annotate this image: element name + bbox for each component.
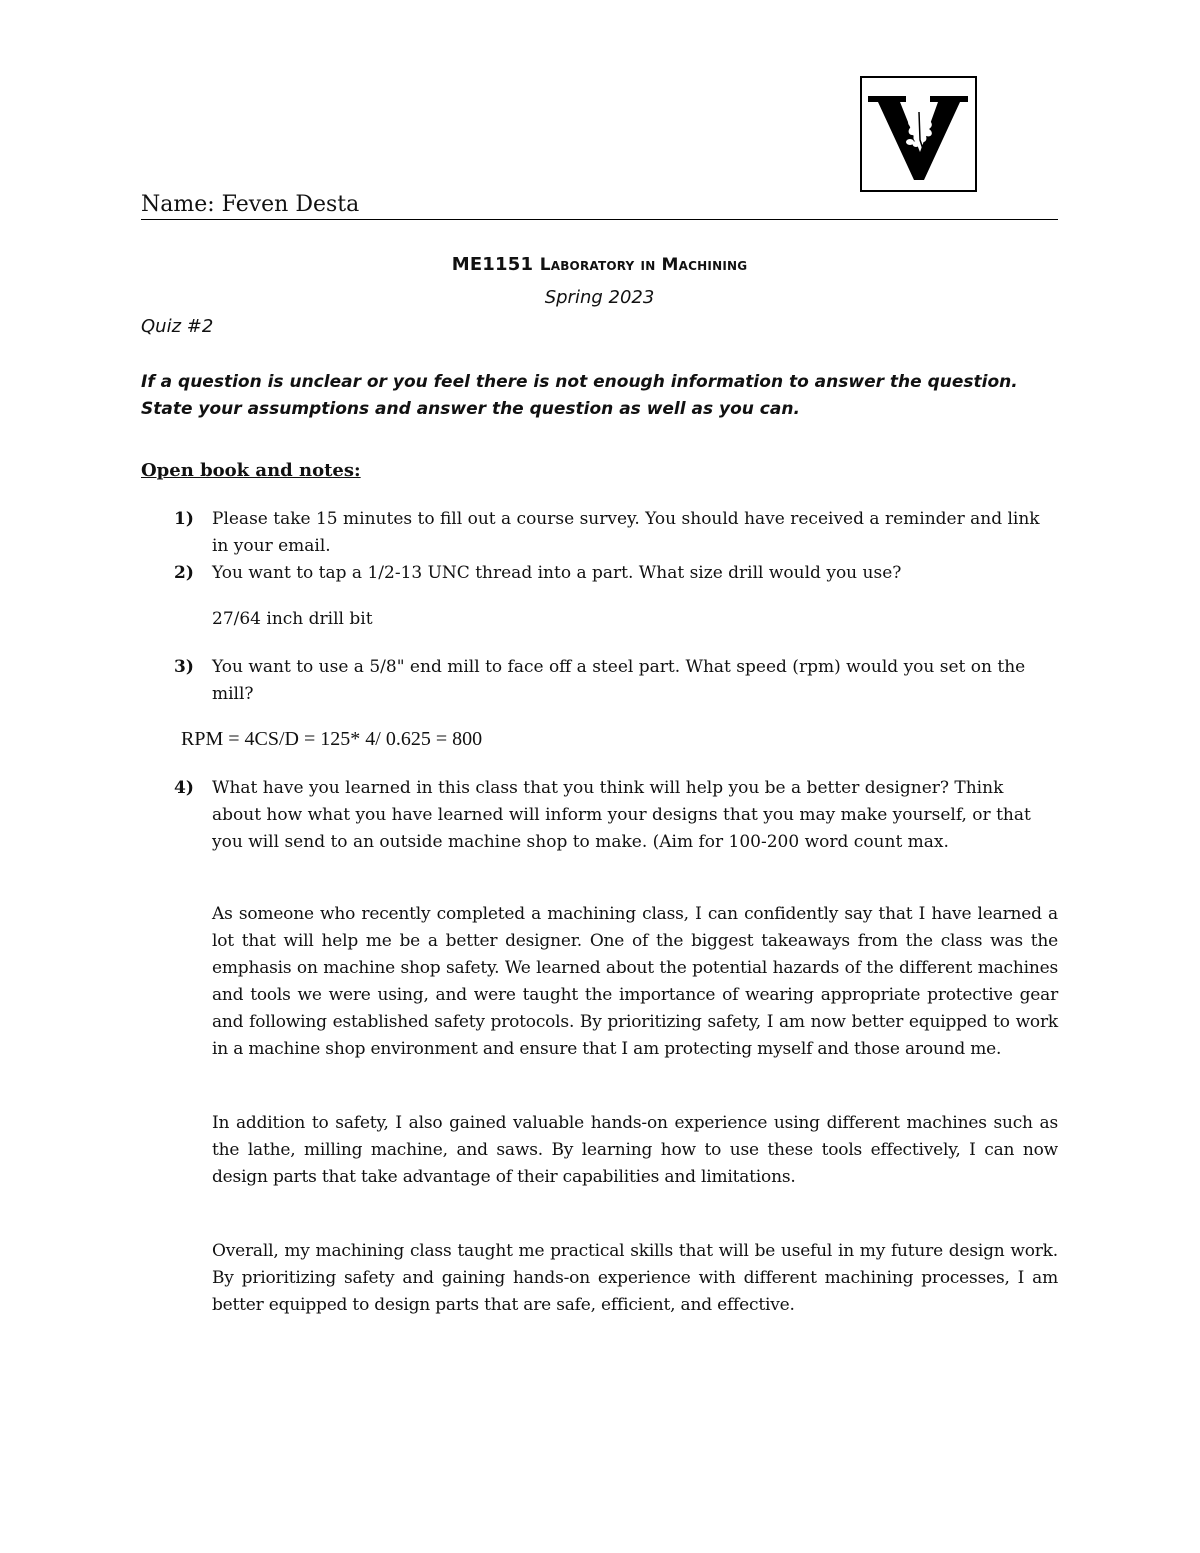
course-title: [141, 254, 1058, 275]
semester: Spring 2023: [544, 287, 655, 308]
question-text: Please take 15 minutes to fill out a course survey. You should have received a reminder and link in your email.: [212, 509, 1040, 556]
question-number: 4): [174, 778, 194, 798]
question-text: You want to use a 5/8" end mill to face off a steel part. What speed (rpm) would you set on the mill?: [212, 657, 1026, 704]
university-logo: [860, 76, 977, 192]
question-number: 3): [174, 657, 194, 677]
answer-4-paragraph-2: In addition to safety, I also gained valuable hands-on experience using different machines such as the lathe, milling machine, and saws. By learning how to use these tools effectively, I can now design parts that take advantage of their capabilities and limitations.: [212, 1113, 1058, 1187]
answer-4-paragraph-1: As someone who recently completed a machining class, I can confidently say that I have learned a lot that will help me be a better designer. One of the biggest takeaways from the class was the emphasis on machine shop safety. We learned about the potential hazards of the different machines and tools we were using, and were taught the importance of wearing appropriate protective gear and following established safety protocols. By prioritizing safety, I am now better equipped to work in a machine shop environment and ensure that I am protecting myself and those around me.: [212, 904, 1058, 1059]
question-text: You want to tap a 1/2-13 UNC thread into a part. What size drill would you use?: [212, 563, 902, 583]
answer-4-paragraph-3: Overall, my machining class taught me practical skills that will be useful in my future design work. By prioritizing safety and gaining hands-on experience with different machining processes, I am better equipped to design parts that are safe, efficient, and effective.: [212, 1241, 1058, 1315]
section-heading: Open book and notes:: [141, 460, 361, 481]
question-number: 2): [174, 563, 194, 583]
v-oak-leaf-icon: [866, 82, 971, 186]
student-name-line: Name: Feven Desta: [141, 192, 1058, 220]
question-2: [174, 560, 1044, 587]
course-name: Laboratory in Machining: [539, 255, 748, 275]
quiz-label: Quiz #2: [141, 316, 214, 337]
question-1: [174, 506, 1044, 560]
instructions-line-2: State your assumptions and answer the question as well as you can.: [141, 399, 800, 419]
answer-2: 27/64 inch drill bit: [212, 609, 373, 629]
question-number: 1): [174, 509, 194, 529]
instructions: [141, 369, 1058, 423]
answer-3-formula: RPM = 4CS/D = 125* 4/ 0.625 = 800: [181, 728, 483, 750]
question-3: [174, 654, 1044, 708]
question-text: What have you learned in this class that you think will help you be a better designer? Think about how what you have learned will inform your designs that you may make yourself, or that you will send to an outside machine shop to make. (Aim for 100-200 word count max.: [212, 778, 1031, 852]
instructions-line-1: If a question is unclear or you feel there is not enough information to answer the question.: [141, 372, 1018, 392]
course-code: ME1151: [451, 254, 534, 275]
question-4: [174, 775, 1044, 856]
